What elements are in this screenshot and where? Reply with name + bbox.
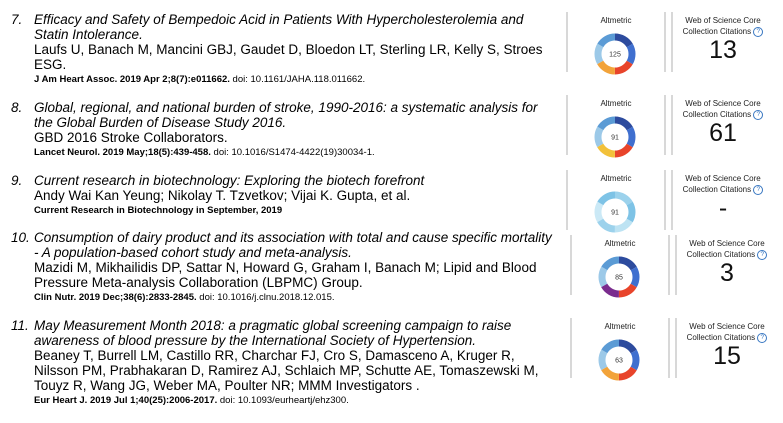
- altmetric-badge[interactable]: [570, 318, 670, 378]
- citation-doi[interactable]: doi: 10.1093/eurheartj/ehz300.: [217, 395, 349, 406]
- citation-journal: Current Research in Biotechnology in September, 2019: [34, 205, 283, 216]
- publication-title[interactable]: May Measurement Month 2018: a pragmatic global screening campaign to raise awareness of blood pressure by the International Society of Hypertension.: [34, 318, 512, 348]
- publication-title[interactable]: Efficacy and Safety of Bempedoic Acid in Patients With Hypercholesterolemia and Statin Intolerance.: [34, 12, 524, 42]
- help-icon[interactable]: ?: [757, 333, 767, 343]
- entry-number: 9.: [11, 173, 23, 188]
- altmetric-donut-icon: [597, 338, 641, 382]
- publication-authors: Mazidi M, Mikhailidis DP, Sattar N, Howard G, Graham I, Banach M; Lipid and Blood Pressure Meta-analysis Collaboration (LBPMC) Group.: [34, 260, 537, 290]
- entry-number: 10.: [11, 230, 30, 245]
- help-icon[interactable]: ?: [753, 27, 763, 37]
- publication-authors: Laufs U, Banach M, Mancini GBJ, Gaudet D, Bloedon LT, Sterling LR, Kelly S, Stroes ESG.: [34, 42, 543, 72]
- entry-number: 8.: [11, 100, 23, 115]
- publication-title[interactable]: Current research in biotechnology: Exploring the biotech forefront: [34, 173, 425, 188]
- altmetric-score: 91: [611, 209, 619, 217]
- citation-count[interactable]: -: [718, 194, 728, 222]
- help-icon[interactable]: ?: [757, 250, 767, 260]
- altmetric-score: 125: [609, 51, 621, 59]
- publication-citation: [34, 73, 554, 86]
- citation-count[interactable]: 61: [709, 119, 737, 147]
- citation-journal: Clin Nutr. 2019 Dec;38(6):2833-2845.: [34, 292, 197, 303]
- altmetric-badge[interactable]: [566, 95, 666, 155]
- publication-title[interactable]: Consumption of dairy product and its association with total and cause specific mortality - A population-based cohort study and meta-analysis.: [34, 230, 552, 260]
- citation-journal: Lancet Neurol. 2019 May;18(5):439-458.: [34, 147, 211, 158]
- altmetric-badge[interactable]: [570, 235, 670, 295]
- altmetric-donut-icon: [593, 32, 637, 76]
- wos-label-line1: Web of Science Core: [685, 16, 761, 25]
- publication-authors: Beaney T, Burrell LM, Castillo RR, Charchar FJ, Cro S, Damasceno A, Kruger R, Nilsson PM, Prabhakaran D, Ramirez AJ, Schlaich MP, Schutte AE, Tomaszewski M, Touyz R, Wang JG, Weber MA, Poulter NR; MMM Investigators .: [34, 348, 539, 393]
- wos-label: [677, 321, 777, 343]
- citation-journal: Eur Heart J. 2019 Jul 1;40(25):2006-2017.: [34, 395, 218, 406]
- wos-label-line2: Collection Citations: [682, 110, 752, 119]
- wos-citations-box: [671, 170, 773, 230]
- help-icon[interactable]: ?: [753, 185, 763, 195]
- altmetric-badge[interactable]: [566, 12, 666, 72]
- publication-citation: [34, 204, 554, 217]
- citation-count[interactable]: 3: [720, 259, 734, 287]
- altmetric-badge[interactable]: [566, 170, 666, 230]
- wos-citations-box: [675, 318, 777, 378]
- wos-label-line2: Collection Citations: [682, 27, 752, 36]
- wos-label: [673, 173, 773, 195]
- publication-title[interactable]: Global, regional, and national burden of stroke, 1990-2016: a systematic analysis for the Global Burden of Disease Study 2016.: [34, 100, 538, 130]
- wos-label-line1: Web of Science Core: [689, 239, 765, 248]
- publication-authors: Andy Wai Kan Yeung; Nikolay T. Tzvetkov; Vijai K. Gupta, et al.: [34, 188, 411, 203]
- wos-label-line2: Collection Citations: [682, 185, 752, 194]
- entry-number: 11.: [11, 318, 29, 333]
- altmetric-label: Altmetric: [604, 322, 636, 331]
- altmetric-label: Altmetric: [604, 239, 636, 248]
- wos-citations-box: [675, 235, 777, 295]
- publication-citation: [34, 291, 554, 304]
- publication-authors: GBD 2016 Stroke Collaborators.: [34, 130, 228, 145]
- wos-label: [673, 15, 773, 37]
- wos-citations-box: [671, 95, 773, 155]
- altmetric-donut-icon: [593, 190, 637, 234]
- altmetric-label: Altmetric: [600, 99, 632, 108]
- entry-number: 7.: [11, 12, 23, 27]
- altmetric-label: Altmetric: [600, 16, 632, 25]
- wos-label-line1: Web of Science Core: [689, 322, 765, 331]
- altmetric-donut-icon: [593, 115, 637, 159]
- wos-citations-box: [671, 12, 773, 72]
- citation-journal: J Am Heart Assoc. 2019 Apr 2;8(7):e011662.: [34, 74, 230, 85]
- publication-citation: [34, 394, 554, 407]
- altmetric-label: Altmetric: [600, 174, 632, 183]
- citation-doi[interactable]: doi: 10.1161/JAHA.118.011662.: [229, 74, 366, 85]
- citation-doi[interactable]: doi: 10.1016/j.clnu.2018.12.015.: [196, 292, 335, 303]
- altmetric-score: 91: [611, 134, 619, 142]
- altmetric-score: 63: [615, 357, 623, 365]
- wos-label: [673, 98, 773, 120]
- wos-label-line2: Collection Citations: [686, 250, 756, 259]
- wos-label: [677, 238, 777, 260]
- help-icon[interactable]: ?: [753, 110, 763, 120]
- wos-label-line1: Web of Science Core: [685, 99, 761, 108]
- citation-count[interactable]: 13: [709, 36, 737, 64]
- citation-doi[interactable]: doi: 10.1016/S1474-4422(19)30034-1.: [210, 147, 375, 158]
- citation-count[interactable]: 15: [713, 342, 741, 370]
- altmetric-donut-icon: [597, 255, 641, 299]
- wos-label-line1: Web of Science Core: [685, 174, 761, 183]
- wos-label-line2: Collection Citations: [686, 333, 756, 342]
- altmetric-score: 85: [615, 274, 623, 282]
- publication-citation: [34, 146, 554, 159]
